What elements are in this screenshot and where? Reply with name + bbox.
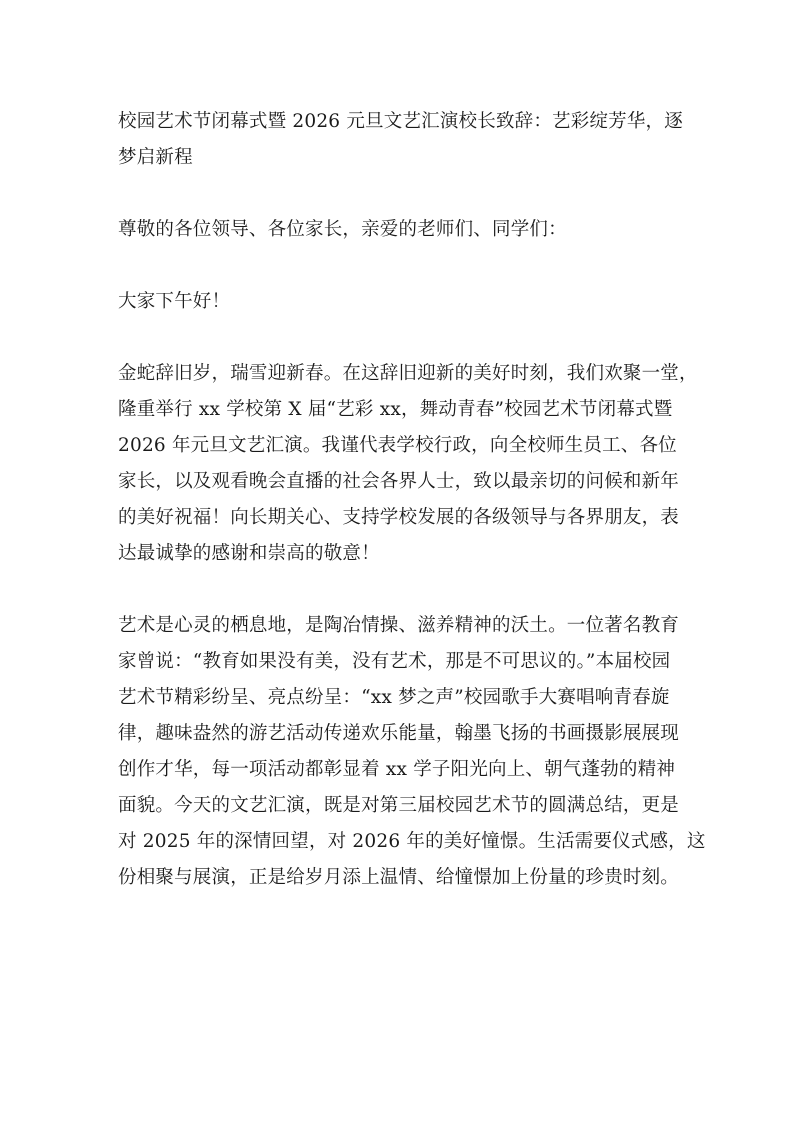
title-line: 校园艺术节闭幕式暨 2026 元旦文艺汇演校长致辞：艺彩绽芳华，逐	[118, 111, 683, 132]
paragraph-line: 的美好祝福！向长期关心、支持学校发展的各级领导与各界朋友，表	[118, 507, 680, 528]
paragraph-line: 隆重举行 xx 学校第 X 届“艺彩 xx，舞动青春”校园艺术节闭幕式暨	[118, 399, 673, 420]
document-title	[118, 104, 688, 176]
paragraph-line: 家长，以及观看晚会直播的社会各界人士，致以最亲切的问候和新年	[118, 471, 680, 492]
paragraph-line: 艺术是心灵的栖息地，是陶冶情操、滋养精神的沃土。一位著名教育	[118, 615, 680, 636]
paragraph-line: 创作才华，每一项活动都彰显着 xx 学子阳光向上、朝气蓬勃的精神	[118, 759, 676, 780]
paragraph-line: 2026 年元旦文艺汇演。我谨代表学校行政，向全校师生员工、各位	[118, 435, 677, 456]
paragraph-line: 金蛇辞旧岁，瑞雪迎新春。在这辞旧迎新的美好时刻，我们欢聚一堂，	[118, 363, 698, 384]
paragraph-line: 艺术节精彩纷呈、亮点纷呈：“xx 梦之声”校园歌手大赛唱响青春旋	[118, 687, 670, 708]
salutation: 尊敬的各位领导、各位家长，亲爱的老师们、同学们：	[118, 219, 567, 240]
paragraph-1	[118, 356, 698, 572]
paragraph-line: 达最诚挚的感谢和崇高的敬意！	[118, 543, 380, 564]
greeting: 大家下午好！	[118, 291, 231, 312]
paragraph-line: 律，趣味盎然的游艺活动传递欢乐能量，翰墨飞扬的书画摄影展展现	[118, 723, 680, 744]
paragraph-line: 对 2025 年的深情回望，对 2026 年的美好憧憬。生活需要仪式感，这	[118, 831, 706, 852]
title-line: 梦启新程	[118, 147, 193, 168]
document-page	[118, 104, 706, 896]
paragraph-line: 份相聚与展演，正是给岁月添上温情、给憧憬加上份量的珍贵时刻。	[118, 867, 680, 888]
paragraph-2	[118, 608, 706, 896]
paragraph-line: 面貌。今天的文艺汇演，既是对第三届校园艺术节的圆满总结，更是	[118, 795, 680, 816]
paragraph-line: 家曾说：“教育如果没有美，没有艺术，那是不可思议的。”本届校园	[118, 651, 671, 672]
